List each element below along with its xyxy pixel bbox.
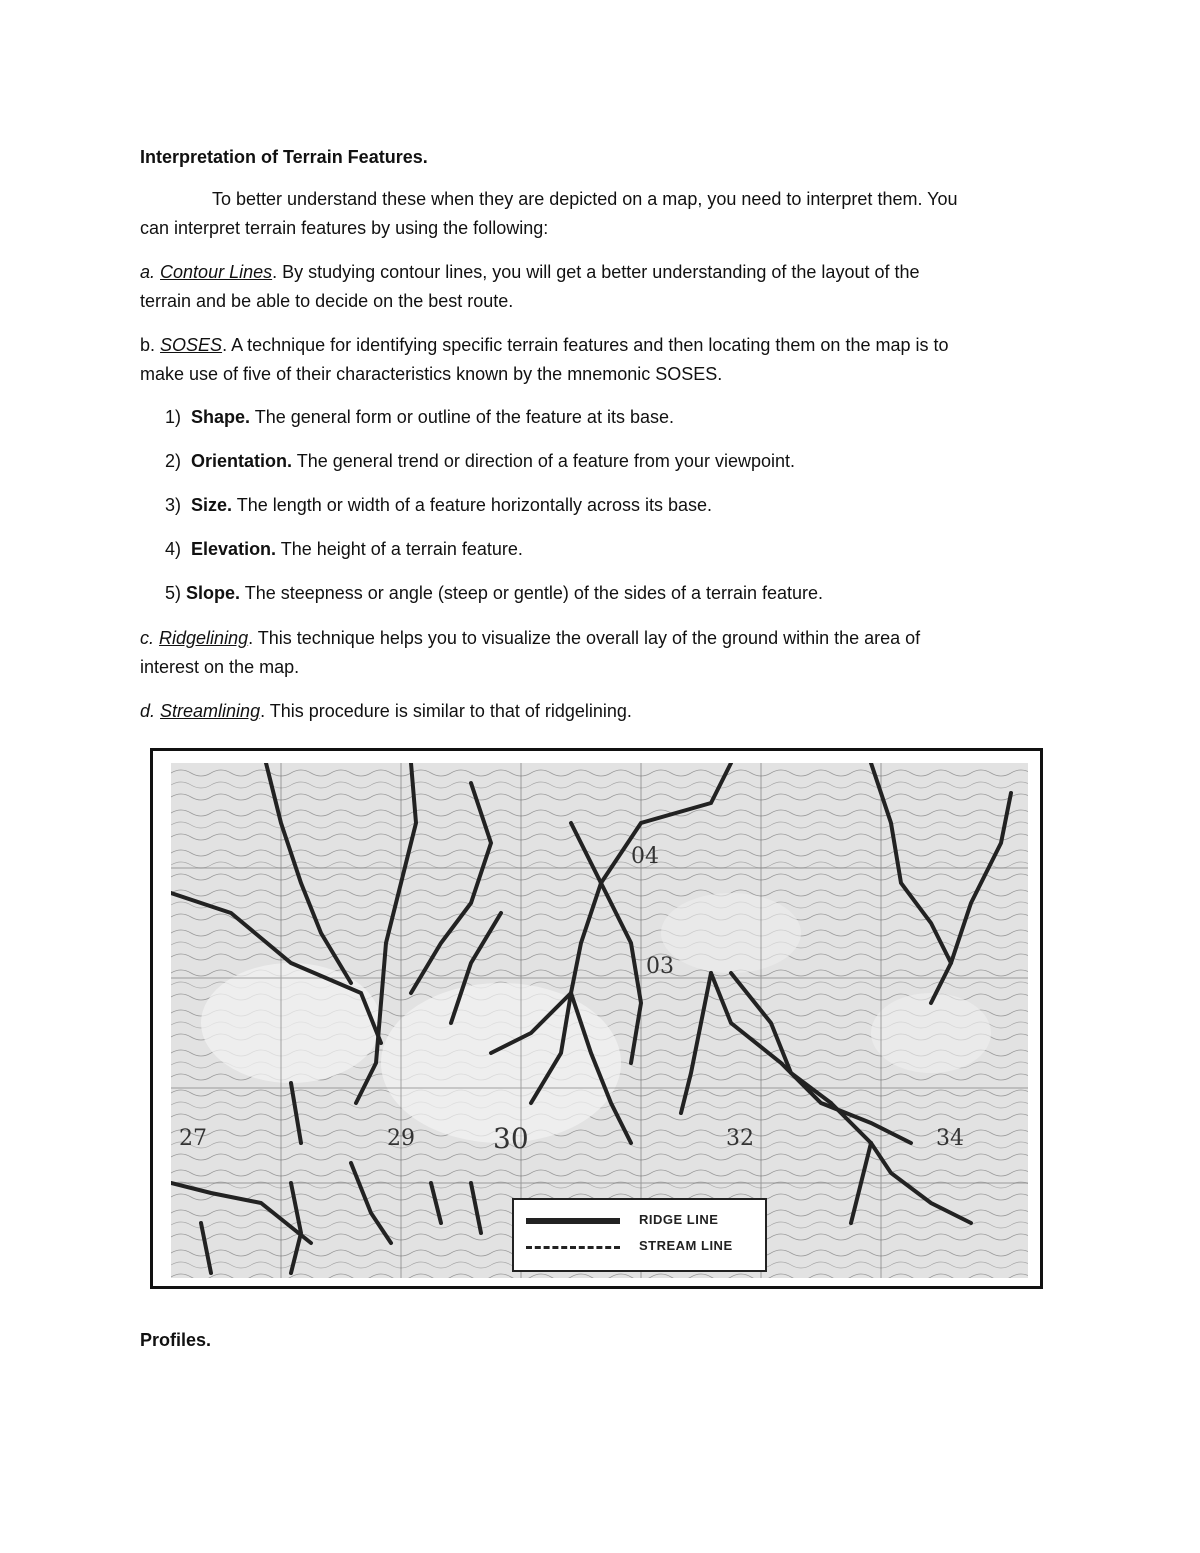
item-a-text: . By studying contour lines, you will get a better understanding of the layout of the xyxy=(272,262,920,282)
soses-desc: The general trend or direction of a feature from your viewpoint. xyxy=(292,451,795,471)
item-c-letter: c. xyxy=(140,628,155,648)
item-c-term: Ridgelining xyxy=(159,628,249,648)
item-b-line-2: make use of five of their characteristics known by the mnemonic SOSES. xyxy=(140,364,723,384)
item-b-letter: b. xyxy=(140,335,156,355)
soses-term: Orientation. xyxy=(191,451,293,471)
map-grid-label: 34 xyxy=(936,1126,964,1151)
ridge-line-label: RIDGE LINE xyxy=(639,1212,719,1227)
profiles-heading: Profiles. xyxy=(140,1330,212,1350)
soses-desc: The length or width of a feature horizontally across its base. xyxy=(232,495,712,515)
intro-line-2: can interpret terrain features by using the following: xyxy=(140,218,549,238)
item-a-letter: a. xyxy=(140,262,156,282)
soses-desc: The height of a terrain feature. xyxy=(276,539,523,559)
map-grid-label: 29 xyxy=(387,1126,415,1151)
section-heading: Interpretation of Terrain Features. xyxy=(140,147,428,167)
soses-item xyxy=(165,579,823,607)
item-a-term: Contour Lines xyxy=(160,262,273,282)
soses-number: 5) xyxy=(165,583,182,603)
soses-item xyxy=(165,535,523,563)
soses-number: 4) xyxy=(165,539,182,559)
soses-term: Size. xyxy=(191,495,233,515)
soses-number: 3) xyxy=(165,495,182,515)
map-grid-label: 27 xyxy=(179,1126,207,1151)
item-b-line-1 xyxy=(140,331,949,359)
map-legend xyxy=(512,1198,767,1272)
item-b-text: . A technique for identifying specific terrain features and then locating them on the map is to xyxy=(222,335,949,355)
soses-number: 1) xyxy=(165,407,182,427)
item-a-line-1 xyxy=(140,258,920,286)
item-a-line-2: terrain and be able to decide on the best route. xyxy=(140,291,514,311)
soses-term: Elevation. xyxy=(191,539,277,559)
soses-term: Slope. xyxy=(186,583,241,603)
soses-item xyxy=(165,403,674,431)
item-d-letter: d. xyxy=(140,701,156,721)
soses-term: Shape. xyxy=(191,407,251,427)
map-grid-label: 03 xyxy=(646,954,674,979)
item-c-line-2: interest on the map. xyxy=(140,657,300,677)
ridge-line-swatch xyxy=(526,1218,620,1224)
item-c-text: . This technique helps you to visualize the overall lay of the ground within the area of xyxy=(248,628,921,648)
item-d-term: Streamlining xyxy=(160,701,261,721)
soses-desc: The steepness or angle (steep or gentle) of the sides of a terrain feature. xyxy=(240,583,824,603)
item-c-line-1 xyxy=(140,624,920,652)
soses-item xyxy=(165,491,712,519)
map-grid-label: 32 xyxy=(726,1126,754,1151)
stream-line-label: STREAM LINE xyxy=(639,1238,733,1253)
map-grid-label: 04 xyxy=(631,844,659,869)
soses-number: 2) xyxy=(165,451,182,471)
item-b-term: SOSES xyxy=(160,335,223,355)
soses-item xyxy=(165,447,795,475)
soses-desc: The general form or outline of the feature at its base. xyxy=(250,407,674,427)
item-d-text: . This procedure is similar to that of ridgelining. xyxy=(260,701,632,721)
intro-line-1: To better understand these when they are depicted on a map, you need to interpret them. You xyxy=(212,189,958,209)
stream-line-swatch xyxy=(526,1246,620,1249)
map-grid-label: 30 xyxy=(493,1122,529,1155)
item-d-line-1 xyxy=(140,697,632,725)
